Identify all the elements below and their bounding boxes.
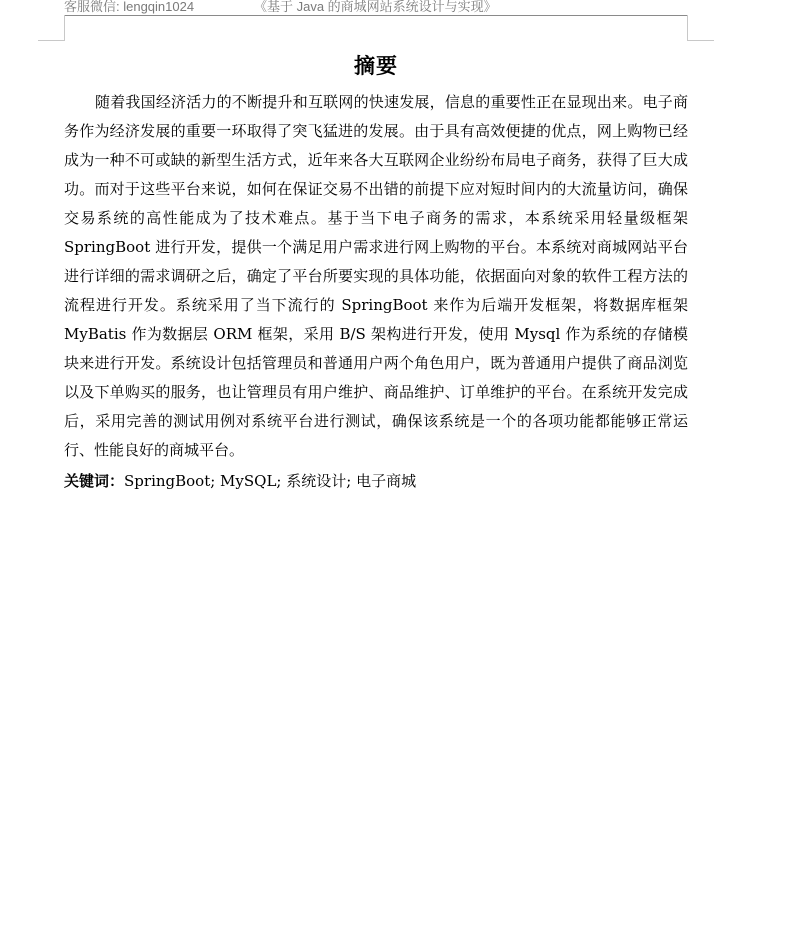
abstract-paragraph: 随着我国经济活力的不断提升和互联网的快速发展，信息的重要性正在显现出来。电子商务作为经济发展的重要一环取得了突飞猛进的发展。由于具有高效便捷的优点，网上购物已经成为一种不可或缺的新型生活方式，近年来各大互联网企业纷纷布局电子商务，获得了巨大成功。而对于这些平台来说，如何在保证交易不出错的前提下应对短时间内的大流量访问，确保交易系统的高性能成为了技术难点。基于当下电子商务的需求，本系统采用轻量级框架 SpringBoot 进行开发，提供一个满足用户需求进行网上购物的平台。本系统对商城网站平台进行详细的需求调研之后，确定了平台所要实现的具体功能，依据面向对象的软件工程方法的流程进行开发。系统采用了当下流行的 SpringBoot 来作为后端开发框架，将数据库框架 MyBatis 作为数据层 ORM 框架，采用 B/S 架构进行开发，使用 Mysql 作为系统的存储模块来进行开发。系统设计包括管理员和普通用户两个角色用户，既为普通用户提供了商品浏览以及下单购买的服务，也让管理员有用户维护、商品维护、订单维护的平台。在系统开发完成后，采用完善的测试用例对系统平台进行测试，确保该系统是一个的各项功能都能够正常运行、性能良好的商城平台。: [64, 93, 688, 459]
page-header: [64, 0, 724, 14]
header-contact-text: 客服微信: lengqin1024: [64, 0, 195, 14]
header-rule: [64, 15, 688, 16]
keywords-line: [64, 469, 688, 493]
crop-mark-right-vertical: [687, 15, 688, 41]
keywords-label: 关键词：: [64, 472, 125, 490]
crop-mark-right-horizontal: [687, 40, 714, 41]
abstract-title: 摘要: [354, 53, 398, 78]
crop-mark-left-vertical: [64, 15, 65, 41]
header-document-title: 《基于 Java 的商城网站系统设计与实现》: [254, 0, 497, 14]
keywords-value: SpringBoot; MySQL; 系统设计; 电子商城: [124, 472, 417, 490]
crop-mark-left-horizontal: [38, 40, 65, 41]
